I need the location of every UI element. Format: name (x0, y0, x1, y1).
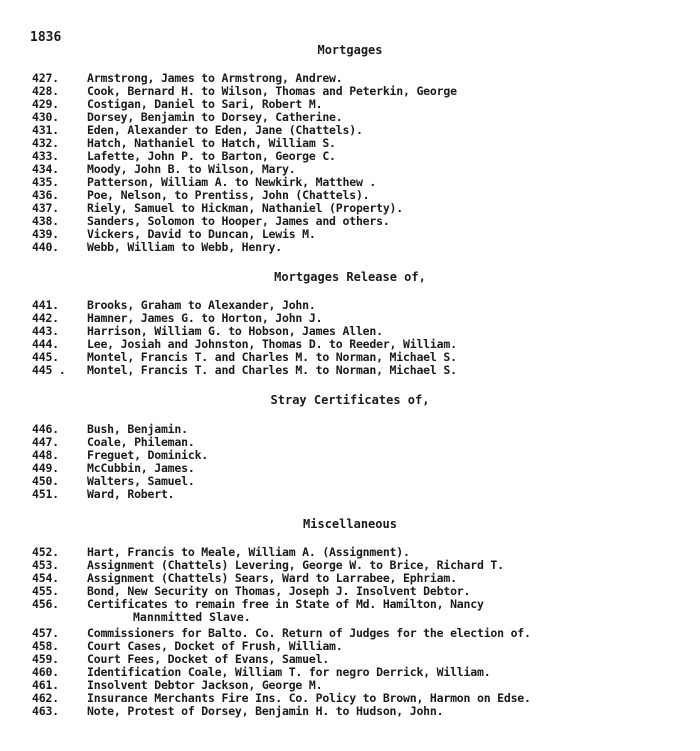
list-item: 433. Lafette, John P. to Barton, George C. (32, 149, 336, 163)
list-item: 439. Vickers, David to Duncan, Lewis M. (32, 227, 316, 241)
list-item: 442. Hamner, James G. to Horton, John J. (32, 311, 323, 325)
list-item: 430. Dorsey, Benjamin to Dorsey, Catherine. (32, 110, 343, 124)
list-item: 463. Note, Protest of Dorsey, Benjamin H. to Hudson, John. (32, 704, 444, 718)
section-heading-mortgages-release: Mortgages Release of, (274, 270, 426, 284)
list-item: 438. Sanders, Solomon to Hooper, James and others. (32, 214, 390, 228)
list-item: 456. Certificates to remain free in State of Md. Hamilton, Nancy (32, 597, 484, 611)
list-item: 452. Hart, Francis to Meale, William A. (Assignment). (32, 545, 410, 559)
list-item-continuation: Mannmitted Slave. (133, 610, 251, 624)
list-item: 447. Coale, Phileman. (32, 435, 195, 449)
list-item: 459. Court Fees, Docket of Evans, Samuel. (32, 652, 330, 666)
list-item: 444. Lee, Josiah and Johnston, Thomas D. to Reeder, William. (32, 337, 457, 351)
list-item: 443. Harrison, William G. to Hobson, James Allen. (32, 324, 383, 338)
list-item: 448. Freguet, Dominick. (32, 448, 209, 462)
list-item: 445. Montel, Francis T. and Charles M. to Norman, Michael S. (32, 350, 457, 364)
year-label: 1836 (30, 30, 62, 45)
list-item: 435. Patterson, William A. to Newkirk, Matthew . (32, 175, 377, 189)
list-item: 445 . Montel, Francis T. and Charles M. to Norman, Michael S. (32, 363, 457, 377)
list-item: 436. Poe, Nelson, to Prentiss, John (Chattels). (32, 188, 370, 202)
list-item: 427. Armstrong, James to Armstrong, Andrew. (32, 71, 343, 85)
list-item: 440. Webb, William to Webb, Henry. (32, 240, 282, 254)
section-heading-miscellaneous: Miscellaneous (303, 517, 397, 531)
list-item: 449. McCubbin, James. (32, 461, 195, 475)
list-item: 461. Insolvent Debtor Jackson, George M. (32, 678, 323, 692)
list-item: 437. Riely, Samuel to Hickman, Nathaniel (Property). (32, 201, 404, 215)
list-item: 446. Bush, Benjamin. (32, 422, 188, 436)
list-item: 458. Court Cases, Docket of Frush, William. (32, 639, 343, 653)
list-item: 450. Walters, Samuel. (32, 474, 195, 488)
list-item: 457. Commissioners for Balto. Co. Return of Judges for the election of. (32, 626, 531, 640)
list-item: 429. Costigan, Daniel to Sari, Robert M. (32, 97, 323, 111)
list-item: 451. Ward, Robert. (32, 487, 175, 501)
list-item: 432. Hatch, Nathaniel to Hatch, William S. (32, 136, 336, 150)
section-heading-stray-certificates: Stray Certificates of, (270, 393, 430, 407)
list-item: 428. Cook, Bernard H. to Wilson, Thomas and Peterkin, George (32, 84, 457, 98)
list-item: 441. Brooks, Graham to Alexander, John. (32, 298, 316, 312)
list-item: 455. Bond, New Security on Thomas, Joseph J. Insolvent Debtor. (32, 584, 471, 598)
list-item: 434. Moody, John B. to Wilson, Mary. (32, 162, 296, 176)
list-item: 462. Insurance Merchants Fire Ins. Co. Policy to Brown, Harmon on Edse. (32, 691, 531, 705)
list-item: 454. Assignment (Chattels) Sears, Ward to Larrabee, Ephriam. (32, 571, 457, 585)
list-item: 460. Identification Coale, William T. for negro Derrick, William. (32, 665, 491, 679)
list-item: 431. Eden, Alexander to Eden, Jane (Chattels). (32, 123, 363, 137)
list-item: 453. Assignment (Chattels) Levering, George W. to Brice, Richard T. (32, 558, 504, 572)
section-heading-mortgages: Mortgages (317, 43, 383, 57)
